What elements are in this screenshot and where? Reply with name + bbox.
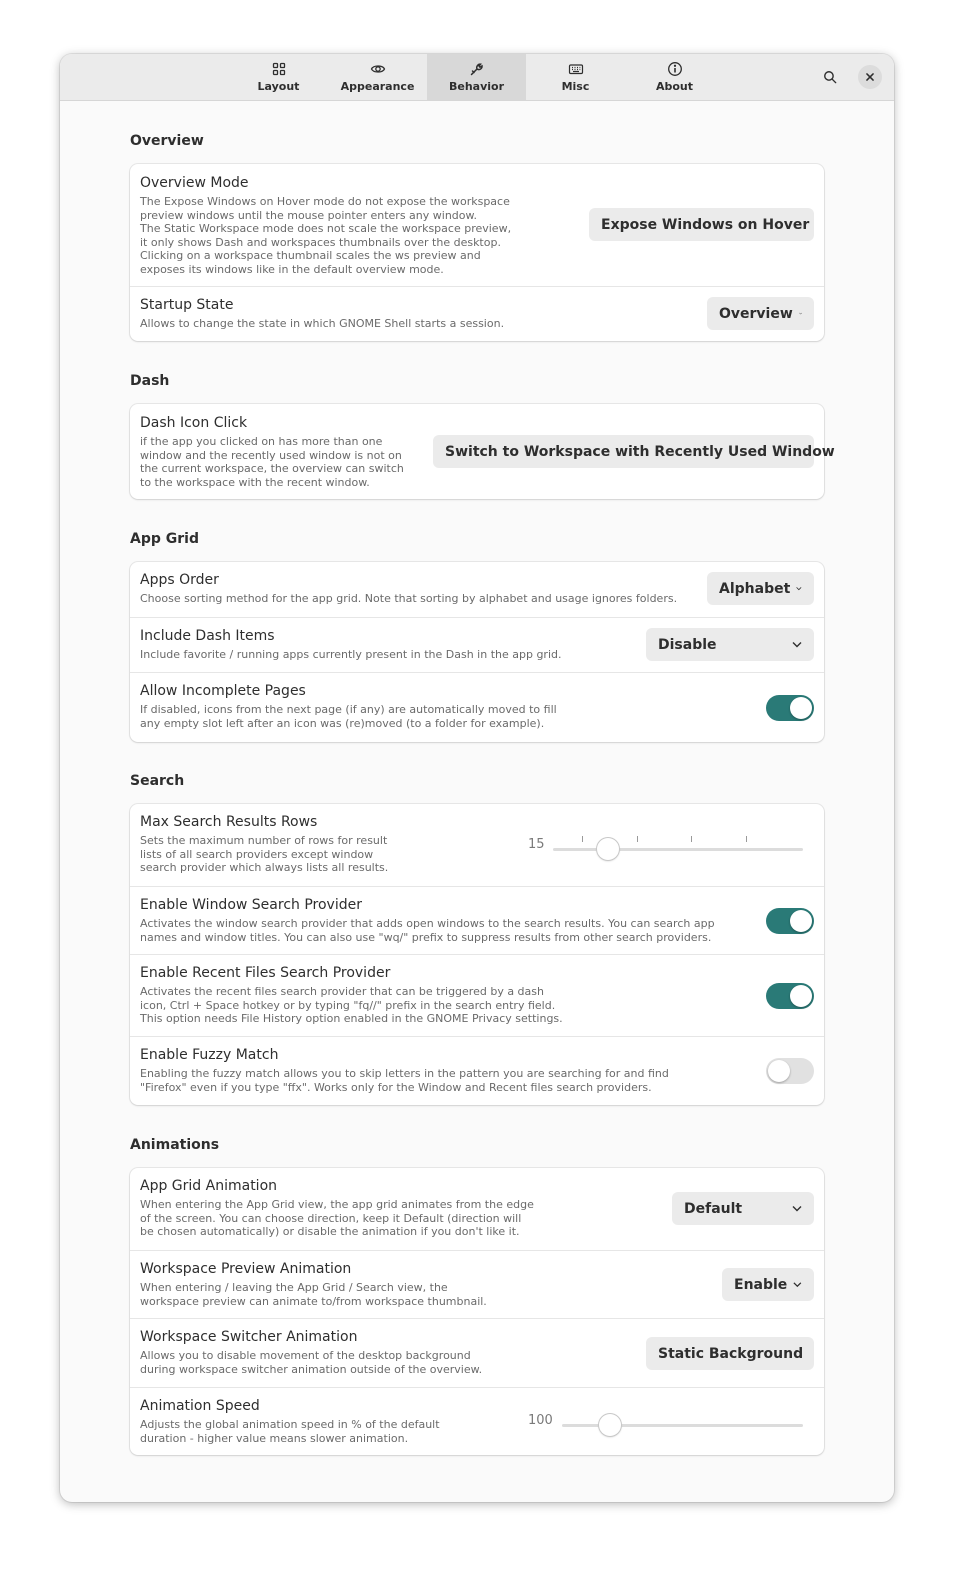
row-subtitle: If disabled, icons from the next page (if any) are automatically moved to fill any empty slot left after an icon was (re)moved (to a folder for example). — [140, 703, 557, 730]
row-title: Enable Fuzzy Match — [140, 1047, 279, 1063]
enable-fuzzy-match-switch[interactable] — [766, 1058, 814, 1084]
dash-card — [130, 404, 835, 499]
animation-speed-slider[interactable] — [562, 1424, 803, 1427]
row-startup-state — [130, 286, 824, 341]
row-subtitle: Choose sorting method for the app grid. Note that sorting by alphabet and usage ignores folders. — [140, 592, 678, 605]
row-enable-fuzzy-match — [130, 1036, 824, 1105]
dropdown-value: Default — [684, 1200, 743, 1217]
enable-window-search-provider-switch[interactable] — [766, 908, 814, 934]
wrench-icon — [469, 61, 485, 77]
switch-knob — [790, 697, 812, 719]
row-title: Workspace Preview Animation — [140, 1261, 352, 1277]
row-app-grid-animation — [130, 1168, 824, 1250]
row-subtitle: When entering / leaving the App Grid / Search view, the workspace preview can animate to/from workspace thumbnail. — [140, 1281, 487, 1308]
tab-label: Misc — [561, 80, 590, 93]
slider-handle[interactable] — [597, 838, 619, 860]
slider-mark — [637, 836, 638, 842]
row-workspace-switcher-animation — [130, 1318, 824, 1387]
section-title-animations: Animations — [130, 1137, 220, 1153]
row-title: Include Dash Items — [140, 628, 275, 644]
overview-mode-dropdown[interactable] — [589, 208, 814, 241]
switch-knob — [768, 1060, 790, 1082]
animations-card — [130, 1168, 824, 1455]
tab-label: Layout — [257, 80, 300, 93]
close-button[interactable] — [858, 65, 882, 89]
dropdown-value: Enable — [734, 1276, 788, 1293]
row-title: Overview Mode — [140, 175, 249, 191]
slider-value: 15 — [528, 837, 545, 852]
row-subtitle: The Expose Windows on Hover mode do not expose the workspace preview windows until the mouse pointer enters any window. The Static Workspace mode does not scale the workspace preview, it only shows Dash and workspaces thumbnails over the desktop. Clicking on a workspace thumbnail scales the ws preview and exposes its windows like in the default overview mode. — [140, 195, 512, 276]
allow-incomplete-pages-switch[interactable] — [766, 695, 814, 721]
app-grid-animation-dropdown[interactable] — [672, 1192, 814, 1225]
search-icon — [823, 70, 837, 84]
close-icon — [863, 70, 877, 84]
chevron-down-icon — [792, 1205, 802, 1212]
chevron-down-icon — [793, 1281, 802, 1288]
chevron-down-icon — [792, 641, 802, 648]
header-bar — [60, 54, 894, 101]
row-title: Animation Speed — [140, 1398, 260, 1414]
row-subtitle: if the app you clicked on has more than one window and the recently used window is not on the current workspace, the overview can switch to the workspace with the recent window. — [140, 435, 404, 489]
slider-mark — [691, 836, 692, 842]
tab-label: Appearance — [340, 80, 415, 93]
overview-card — [130, 164, 824, 341]
dropdown-value: Expose Windows on Hover — [601, 216, 810, 233]
tab-layout[interactable] — [229, 54, 328, 100]
row-subtitle: Activates the recent files search provider that can be triggered by a dash icon, Ctrl + Space hotkey or by typing "fq//" prefix in the search entry field. This option needs File History option enabled in the GNOME Privacy settings. — [140, 985, 563, 1025]
switch-knob — [790, 910, 812, 932]
section-title-app-grid: App Grid — [130, 531, 199, 547]
row-animation-speed — [130, 1387, 824, 1455]
switch-knob — [790, 985, 812, 1007]
tab-behavior[interactable] — [427, 54, 526, 100]
row-title: Max Search Results Rows — [140, 814, 318, 830]
row-title: Workspace Switcher Animation — [140, 1329, 358, 1345]
chevron-down-icon — [799, 310, 802, 317]
dropdown-value: Alphabet — [719, 580, 791, 597]
view-switcher — [229, 54, 724, 100]
tab-about[interactable] — [625, 54, 724, 100]
section-title-overview: Overview — [130, 133, 204, 149]
max-search-results-rows-slider[interactable] — [553, 848, 803, 851]
section-title-dash: Dash — [130, 373, 170, 389]
row-overview-mode — [130, 164, 824, 286]
tab-label: Behavior — [448, 80, 505, 93]
row-max-search-results-rows — [130, 804, 824, 886]
tab-appearance[interactable] — [328, 54, 427, 100]
row-title: Allow Incomplete Pages — [140, 683, 306, 699]
dropdown-value: Overview — [719, 305, 793, 322]
slider-handle[interactable] — [599, 1414, 621, 1436]
dropdown-value: Disable — [658, 636, 717, 653]
keyboard-icon — [568, 61, 584, 77]
row-subtitle: Allows you to disable movement of the desktop background during workspace switcher animation outside of the overview. — [140, 1349, 483, 1376]
row-enable-window-search-provider — [130, 886, 824, 954]
row-subtitle: Enabling the fuzzy match allows you to skip letters in the pattern you are searching for and find "Firefox" even if you type "ffx". Works only for the Window and Recent files search providers. — [140, 1067, 669, 1094]
enable-recent-files-search-provider-switch[interactable] — [766, 983, 814, 1009]
row-workspace-preview-animation — [130, 1250, 824, 1318]
row-include-dash-items — [130, 617, 824, 672]
info-icon — [667, 61, 683, 77]
row-apps-order — [130, 562, 824, 617]
dropdown-value: Switch to Workspace with Recently Used Window — [445, 443, 835, 460]
workspace-switcher-animation-dropdown[interactable] — [646, 1337, 814, 1370]
row-dash-icon-click — [130, 404, 835, 499]
tab-misc[interactable] — [526, 54, 625, 100]
workspace-preview-animation-dropdown[interactable] — [722, 1268, 814, 1301]
app-grid-card — [130, 562, 824, 742]
row-title: Startup State — [140, 297, 234, 313]
row-subtitle: Adjusts the global animation speed in % of the default duration - higher value means slower animation. — [140, 1418, 440, 1445]
row-title: App Grid Animation — [140, 1178, 278, 1194]
row-title: Dash Icon Click — [140, 415, 248, 431]
startup-state-dropdown[interactable] — [707, 297, 814, 330]
grid-icon — [271, 61, 287, 77]
row-subtitle: Activates the window search provider that adds open windows to the search results. You can search app names and window titles. You can also use "wq/" prefix to suppress results from other search providers. — [140, 917, 715, 944]
row-subtitle: When entering the App Grid view, the app grid animates from the edge of the screen. You can choose direction, keep it Default (direction will be chosen automatically) or disable the animation if you don't like it. — [140, 1198, 534, 1238]
row-enable-recent-files-search-provider — [130, 954, 824, 1036]
dash-icon-click-dropdown[interactable] — [433, 435, 835, 468]
apps-order-dropdown[interactable] — [707, 572, 814, 605]
row-title: Enable Window Search Provider — [140, 897, 362, 913]
row-subtitle: Allows to change the state in which GNOME Shell starts a session. — [140, 317, 505, 330]
dropdown-value: Static Background — [658, 1345, 804, 1362]
section-title-search: Search — [130, 773, 185, 789]
preferences-window — [60, 54, 894, 1502]
slider-mark — [746, 836, 747, 842]
slider-mark — [582, 836, 583, 842]
eye-icon — [370, 61, 386, 77]
tab-label: About — [655, 80, 694, 93]
search-button[interactable] — [818, 65, 842, 89]
row-subtitle: Include favorite / running apps currently present in the Dash in the app grid. — [140, 648, 562, 661]
row-title: Enable Recent Files Search Provider — [140, 965, 391, 981]
search-card — [130, 804, 824, 1105]
row-title: Apps Order — [140, 572, 219, 588]
include-dash-items-dropdown[interactable] — [646, 628, 814, 661]
row-allow-incomplete-pages — [130, 672, 824, 742]
row-subtitle: Sets the maximum number of rows for result lists of all search providers except window search provider which always lists all results. — [140, 834, 389, 874]
chevron-down-icon — [796, 585, 802, 592]
slider-value: 100 — [528, 1413, 553, 1428]
